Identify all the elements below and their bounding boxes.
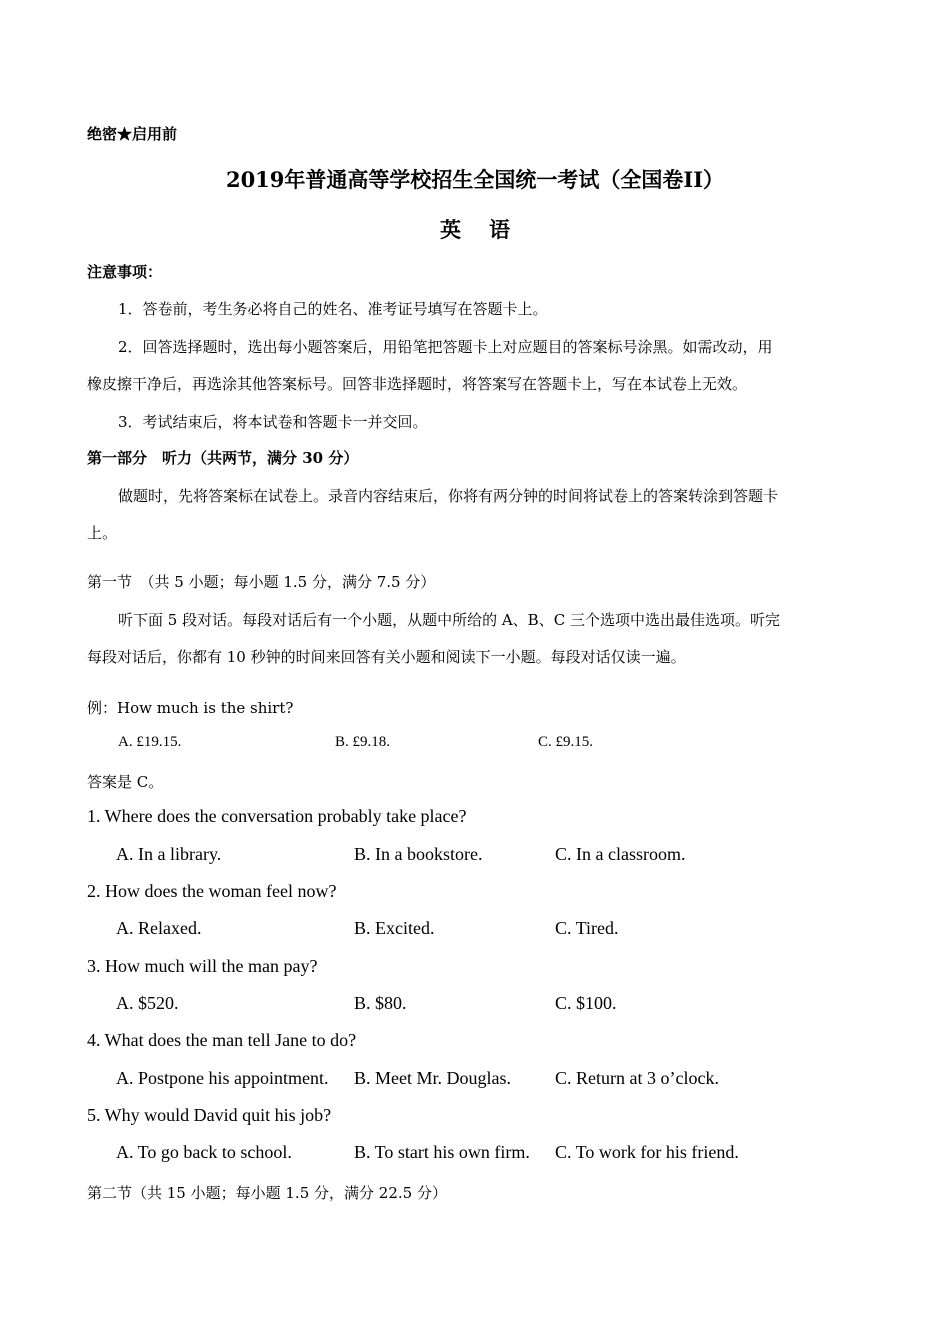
question-5-option-c: C. To work for his friend. xyxy=(555,1142,739,1162)
question-4: 4. What does the man tell Jane to do? xyxy=(87,1030,357,1050)
question-4-option-c: C. Return at 3 o’clock. xyxy=(555,1068,719,1088)
question-1-option-a: A. In a library. xyxy=(116,844,222,864)
example-option-b: B. £9.18. xyxy=(335,734,391,750)
example-option-a: A. £19.15. xyxy=(118,734,182,750)
section1-heading: 第一节 （共 5 小题；每小题 1.5 分，满分 7.5 分） xyxy=(87,573,436,591)
section1-instr-line-2: 每段对话后，你都有 10 秒钟的时间来回答有关小题和阅读下一小题。每段对话仅读一遍。 xyxy=(87,648,686,666)
question-3: 3. How much will the man pay? xyxy=(87,956,318,976)
exam-title: 2019年普通高等学校招生全国统一考试（全国卷II） xyxy=(225,167,725,192)
question-2-option-a: A. Relaxed. xyxy=(116,918,202,938)
question-3-option-b: B. $80. xyxy=(354,993,407,1013)
question-5-option-a: A. To go back to school. xyxy=(116,1142,292,1162)
question-1: 1. Where does the conversation probably take place? xyxy=(87,806,467,826)
part1-heading: 第一部分 听力（共两节，满分 30 分） xyxy=(87,449,359,467)
question-2-option-b: B. Excited. xyxy=(354,918,435,938)
notes-item-2-line-2: 橡皮擦干净后，再选涂其他答案标号。回答非选择题时，将答案写在答题卡上，写在本试卷上无效。 xyxy=(87,375,748,393)
question-2-option-c: C. Tired. xyxy=(555,918,619,938)
notes-heading: 注意事项： xyxy=(87,263,163,281)
example-question: 例：How much is the shirt? xyxy=(87,699,294,717)
example-answer: 答案是 C。 xyxy=(87,773,164,791)
question-3-option-c: C. $100. xyxy=(555,993,617,1013)
question-1-option-c: C. In a classroom. xyxy=(555,844,686,864)
section1-instr-line-1: 听下面 5 段对话。每段对话后有一个小题，从题中所给的 A、B、C 三个选项中选出最佳选项。听完 xyxy=(118,611,780,629)
notes-item-1: 1．答卷前，考生务必将自己的姓名、准考证号填写在答题卡上。 xyxy=(118,300,548,318)
part1-intro-line-1: 做题时，先将答案标在试卷上。录音内容结束后，你将有两分钟的时间将试卷上的答案转涂到答题卡 xyxy=(118,487,779,505)
example-option-c: C. £9.15. xyxy=(538,734,594,750)
notes-item-3: 3．考试结束后，将本试卷和答题卡一并交回。 xyxy=(118,413,428,431)
question-4-option-a: A. Postpone his appointment. xyxy=(116,1068,329,1088)
question-5-option-b: B. To start his own firm. xyxy=(354,1142,530,1162)
question-1-option-b: B. In a bookstore. xyxy=(354,844,483,864)
question-5: 5. Why would David quit his job? xyxy=(87,1105,332,1125)
secret-label: 绝密★启用前 xyxy=(87,125,178,143)
question-4-option-b: B. Meet Mr. Douglas. xyxy=(354,1068,511,1088)
notes-item-2-line-1: 2．回答选择题时，选出每小题答案后，用铅笔把答题卡上对应题目的答案标号涂黑。如需改动，用 xyxy=(118,338,773,356)
subject-title: 英语 xyxy=(440,217,538,242)
question-3-option-a: A. $520. xyxy=(116,993,179,1013)
question-2: 2. How does the woman feel now? xyxy=(87,881,337,901)
part1-intro-line-2: 上。 xyxy=(87,524,118,542)
section2-heading: 第二节（共 15 小题；每小题 1.5 分，满分 22.5 分） xyxy=(87,1184,447,1202)
